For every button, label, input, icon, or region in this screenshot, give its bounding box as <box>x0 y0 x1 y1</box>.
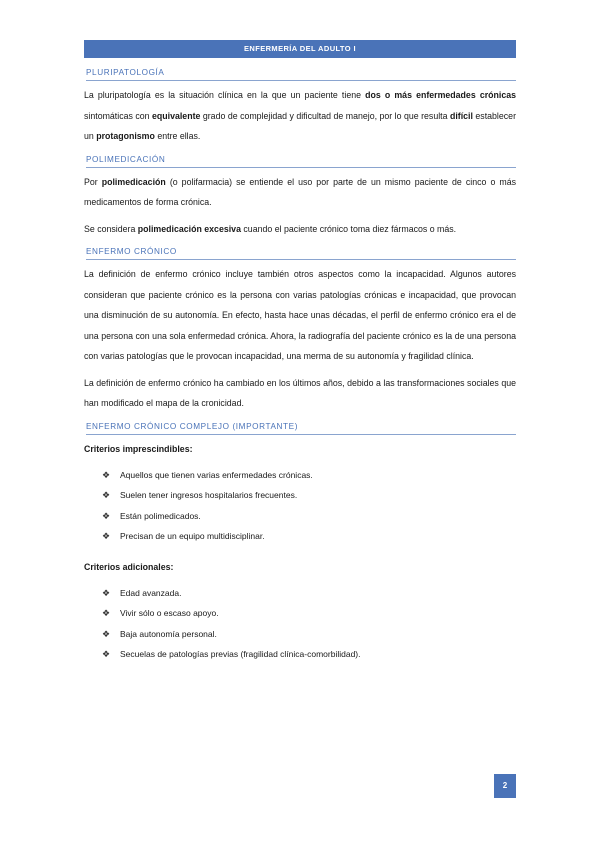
list-item: ❖ Suelen tener ingresos hospitalarios frecuentes. <box>102 485 516 506</box>
criterios-imprescindibles-label: Criterios imprescindibles: <box>84 443 193 454</box>
list-item: ❖ Están polimedicados. <box>102 506 516 527</box>
diamond-bullet-icon: ❖ <box>102 649 111 659</box>
criterios-imprescindibles-list <box>84 465 516 547</box>
diamond-bullet-icon: ❖ <box>102 490 111 500</box>
document-body <box>84 68 516 675</box>
diamond-bullet-icon: ❖ <box>102 608 111 618</box>
section-title-enfermo-cronico-complejo: ENFERMO CRÓNICO COMPLEJO (IMPORTANTE) <box>86 422 516 435</box>
paragraph-polimedicacion: Por polimedicación (o polifarmacia) se entiende el uso por parte de un mismo paciente de cinco o más medicamentos de forma crónica. <box>84 176 516 207</box>
list-item: ❖ Vivir sólo o escaso apoyo. <box>102 603 516 624</box>
section-title-polimedicacion: POLIMEDICACIÓN <box>86 155 516 168</box>
diamond-bullet-icon: ❖ <box>102 587 111 598</box>
diamond-bullet-icon: ❖ <box>102 469 111 480</box>
paragraph-enfermo-cronico-cambio: La definición de enfermo crónico ha cambiado en los últimos años, debido a las transformaciones sociales que han modificado el mapa de la cronicidad. <box>84 377 516 408</box>
diamond-bullet-icon: ❖ <box>102 510 111 521</box>
list-item: ❖ Precisan de un equipo multidisciplinar. <box>102 526 516 547</box>
diamond-bullet-icon: ❖ <box>102 531 111 541</box>
diamond-bullet-icon: ❖ <box>102 628 111 639</box>
list-item: ❖ Secuelas de patologías previas (fragilidad clínica-comorbilidad). <box>102 644 516 665</box>
paragraph-pluripatologia: La pluripatología es la situación clínica en la que un paciente tiene dos o más enfermedades crónicas sintomáticas con equivalente grado de complejidad y dificultad de manejo, por lo que resulta difícil establecer un protagonismo entre ellas. <box>84 90 517 141</box>
paragraph-polimedicacion-excesiva: Se considera polimedicación excesiva cuando el paciente crónico toma diez fármacos o más. <box>84 223 457 234</box>
paragraph-enfermo-cronico: La definición de enfermo crónico incluye también otros aspectos como la incapacidad. Algunos autores consideran que paciente crónico es la persona con varias patologías crónicas e incapacidad, que provocan una disminución de su autonomía. En efecto, hasta hace unas décadas, el perfil de enfermo crónico era el de una persona con una sola enfermedad crónica. Ahora, la radiografía del paciente crónico es la de una persona con varias patologías que le provocan incapacidad, una merma de su autonomía y fragilidad clínica. <box>84 269 516 361</box>
section-title-pluripatologia: PLURIPATOLOGÍA <box>86 68 516 81</box>
list-item: ❖ Baja autonomía personal. <box>102 624 516 645</box>
criterios-adicionales-list <box>84 583 516 665</box>
section-title-enfermo-cronico: ENFERMO CRÓNICO <box>86 247 516 260</box>
criterios-adicionales-label: Criterios adicionales: <box>84 561 174 572</box>
list-item: ❖ Edad avanzada. <box>102 583 516 604</box>
list-item: ❖ Aquellos que tienen varias enfermedades crónicas. <box>102 465 516 486</box>
page-header: ENFERMERÍA DEL ADULTO I <box>84 40 516 58</box>
page-number: 2 <box>494 774 516 798</box>
